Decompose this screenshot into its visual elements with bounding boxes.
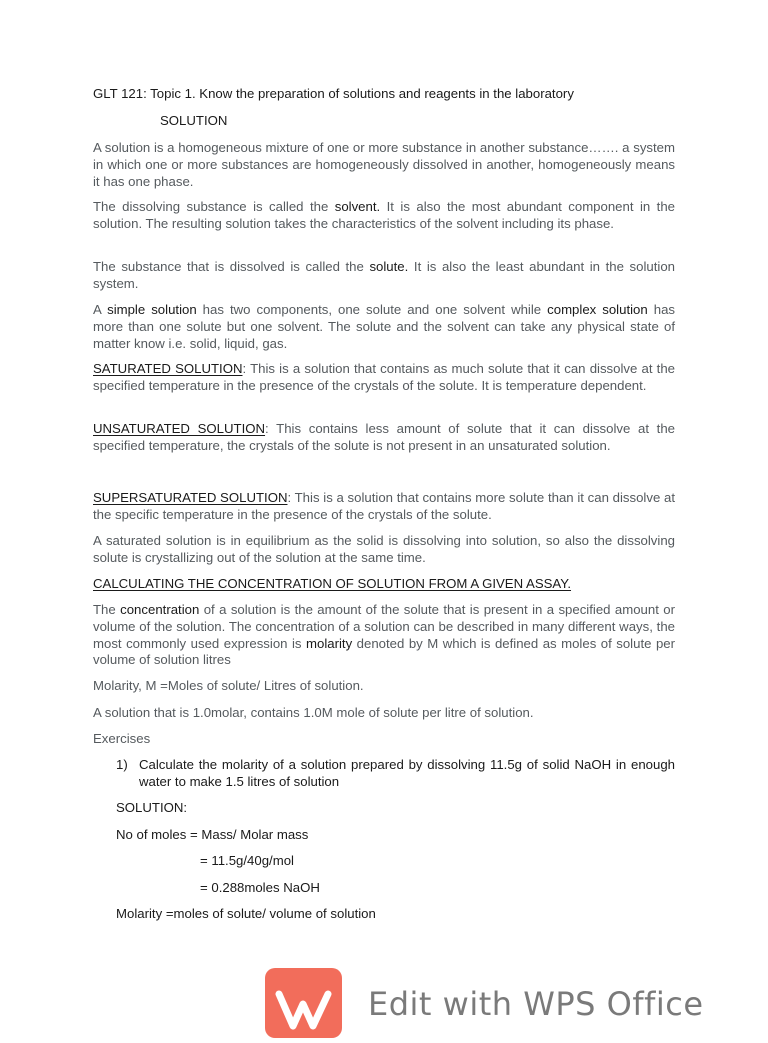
term-unsaturated-solution: UNSATURATED SOLUTION <box>93 421 266 436</box>
solution-step-2: = 11.5g/40g/mol <box>200 853 294 868</box>
term-saturated-solution: SATURATED SOLUTION <box>93 361 243 376</box>
paragraph-solute: The substance that is dissolved is called the solute. It is also the least abundant in the solution system. <box>93 259 675 291</box>
exercises-label: Exercises <box>93 731 151 746</box>
term-concentration: concentration <box>120 602 200 617</box>
document-title: GLT 121: Topic 1. Know the preparation of solutions and reagents in the laboratory <box>93 86 574 101</box>
term-supersaturated-solution: SUPERSATURATED SOLUTION <box>93 490 288 505</box>
solution-step-4: Molarity =moles of solute/ volume of solution <box>116 906 376 921</box>
section-heading: SOLUTION <box>160 113 228 128</box>
term-solvent: solvent. <box>334 199 381 214</box>
paragraph-solvent: The dissolving substance is called the solvent. It is also the most abundant component in the solution. The resulting solution takes the characteristics of the solvent including its phase. <box>93 199 675 231</box>
solution-label: SOLUTION: <box>116 800 188 815</box>
molar-example: A solution that is 1.0molar, contains 1.0M mole of solute per litre of solution. <box>93 705 534 720</box>
paragraph-concentration: The concentration of a solution is the amount of the solute that is present in a specified amount or volume of the solution. The concentration of a solution can be described in many different ways, the most commonly used expression is molarity denoted by M which is defined as moles of solute per volume of solution litres <box>93 602 675 668</box>
wps-logo-icon <box>265 968 342 1038</box>
paragraph-definition: A solution is a homogeneous mixture of one or more substance in another substance……. a system in which one or more substances are homogeneously dissolved in another, homogeneously means it has one phase. <box>93 140 675 189</box>
molarity-formula: Molarity, M =Moles of solute/ Litres of solution. <box>93 678 364 693</box>
solution-step-1: No of moles = Mass/ Molar mass <box>116 827 309 842</box>
exercise-number: 1) <box>116 757 128 772</box>
term-solute: solute. <box>369 259 409 274</box>
wps-w-icon <box>265 968 342 1038</box>
term-molarity: molarity <box>306 635 353 651</box>
heading-calculating-concentration: CALCULATING THE CONCENTRATION OF SOLUTION FROM A GIVEN ASSAY. <box>93 576 572 591</box>
term-complex-solution: complex solution <box>547 302 648 317</box>
solution-step-3: = 0.288moles NaOH <box>200 880 320 895</box>
paragraph-saturated: SATURATED SOLUTION: This is a solution that contains as much solute that it can dissolve at the specified temperature in the presence of the crystals of the solute. It is temperature dependent. <box>93 361 676 393</box>
term-simple-solution: simple solution <box>107 302 197 317</box>
paragraph-simple-complex: A simple solution has two components, one solute and one solvent while complex solution has more than one solute but one solvent. The solute and the solvent can take any physical state of matter know i.e. solid, liquid, gas. <box>93 302 675 351</box>
paragraph-unsaturated: UNSATURATED SOLUTION: This contains less amount of solute that it can dissolve at the specified temperature, the crystals of the solute is not present in an unsaturated solution. <box>93 421 675 453</box>
wps-watermark: Edit with WPS Office <box>368 985 704 1023</box>
paragraph-supersaturated: SUPERSATURATED SOLUTION: This is a solution that contains more solute than it can dissolve at the specific temperature in the presence of the crystals of the solute. <box>93 490 676 522</box>
paragraph-equilibrium: A saturated solution is in equilibrium as the solid is dissolving into solution, so also the dissolving solute is crystallizing out of the solution at the same time. <box>93 533 675 565</box>
exercise-1-text: Calculate the molarity of a solution prepared by dissolving 11.5g of solid NaOH in enough water to make 1.5 litres of solution <box>139 757 675 789</box>
